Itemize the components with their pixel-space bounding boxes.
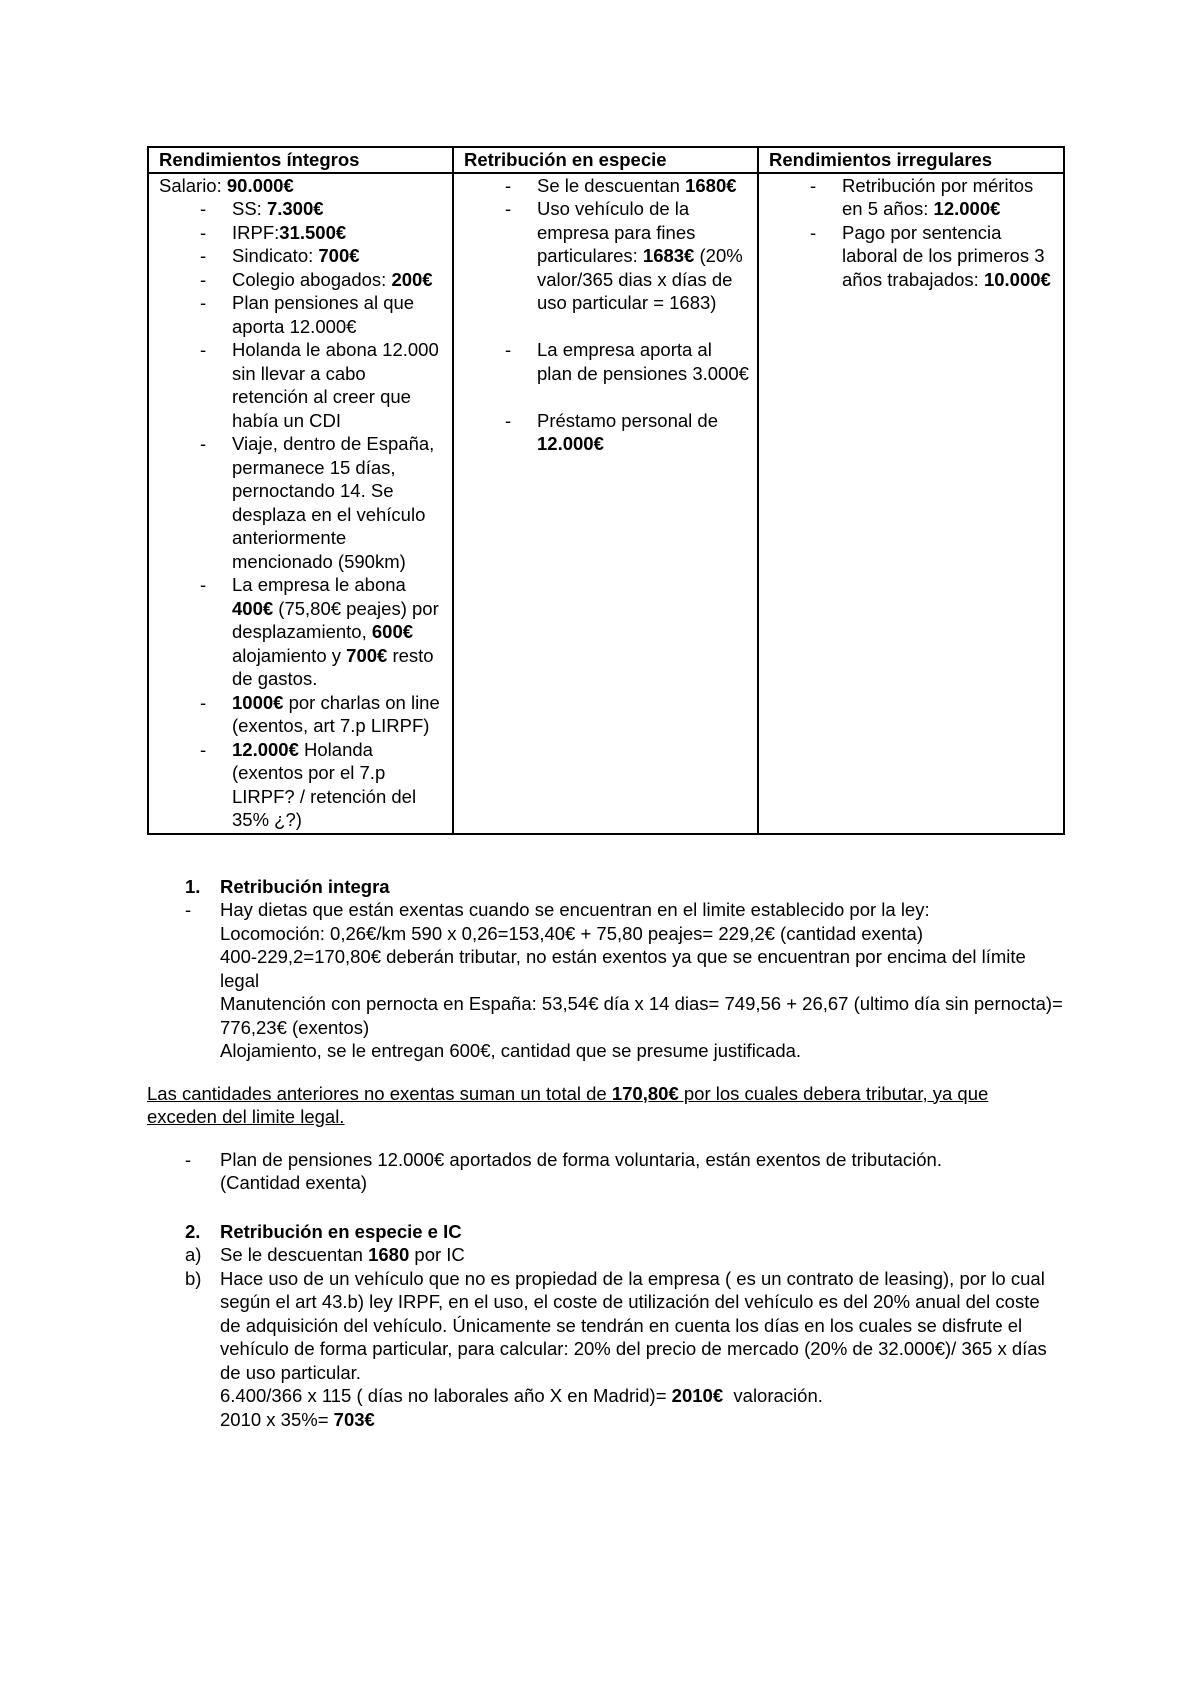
col3-list — [769, 174, 1057, 292]
list-item: - IRPF:31.500€ — [159, 221, 446, 245]
table-header-row — [148, 147, 1064, 173]
list-item: - Sindicato: 700€ — [159, 244, 446, 268]
section1-heading — [147, 875, 1063, 899]
list-item: - 12.000€ Holanda (exentos por el 7.p LIRPF? / retención del 35% ¿?) — [159, 738, 446, 832]
list-item: - Se le descuentan 1680€ — [464, 174, 751, 198]
col2-list — [464, 174, 751, 456]
spacer — [464, 385, 751, 409]
section1-bullet — [147, 898, 1063, 1063]
section-retribucion-especie — [147, 1220, 1063, 1432]
section1-line: 400-229,2=170,80€ deberán tributar, no están exentos ya que se encuentran por encima del límite legal — [220, 946, 1026, 991]
calc-line: 2010 x 35%= 703€ — [220, 1408, 375, 1430]
income-table — [147, 146, 1065, 835]
table-body-row — [148, 173, 1064, 834]
spacer — [464, 315, 751, 339]
section2-item-b: b) Hace uso de un vehículo que no es propiedad de la empresa ( es un contrato de leasing), por lo cual según el art 43.b) ley IRPF, en el uso, el coste de utilización del vehículo es del 20% anual del coste de adquisición del vehículo. Únicamente se tendrán en cuenta los días en los cuales se disfrute el vehículo de forma particular, para calcular: 20% del precio de mercado (20% de 32.000€)/ 365 x días de uso particular. 6.400/366 x 115 ( días no laborales año X en Madrid)= 2010€ valoración. 2010 x 35%= 703€ — [147, 1267, 1063, 1432]
section1-line: Alojamiento, se le entregan 600€, cantidad que se presume justificada. — [220, 1040, 802, 1061]
list-item: - La empresa le abona 400€ (75,80€ peajes) por desplazamiento, 600€ alojamiento y 700€ resto de gastos. — [159, 573, 446, 691]
list-item: - Colegio abogados: 200€ — [159, 268, 446, 292]
section2-item-a: a) Se le descuentan 1680 por IC — [185, 1244, 465, 1265]
list-item: - Pago por sentencia laboral de los primeros 3 años trabajados: 10.000€ — [769, 221, 1057, 292]
list-item: - Uso vehículo de la empresa para fines particulares: 1683€ (20% valor/365 dias x días de uso particular = 1683) — [464, 197, 751, 315]
list-item: - Préstamo personal de 12.000€ — [464, 409, 751, 456]
list-item: - La empresa aporta al plan de pensiones 3.000€ — [464, 338, 751, 385]
document-page — [147, 146, 1063, 1431]
list-item: - 1000€ por charlas on line (exentos, art 7.p LIRPF) — [159, 691, 446, 738]
header-retribucion-especie: Retribución en especie — [453, 147, 758, 173]
salario-line: Salario: 90.000€ — [159, 174, 294, 196]
col-rendimientos-irregulares — [758, 173, 1064, 834]
plan-line: (Cantidad exenta) — [220, 1172, 368, 1193]
list-item: - SS: 7.300€ — [159, 197, 446, 221]
section2-title: Retribución en especie e IC — [220, 1220, 462, 1242]
header-rendimientos-integros: Rendimientos íntegros — [148, 147, 453, 173]
col1-list — [159, 197, 446, 832]
section1-line: Locomoción: 0,26€/km 590 x 0,26=153,40€ + 75,80 peajes= 229,2€ (cantidad exenta) — [220, 922, 923, 944]
section2-heading — [147, 1220, 1063, 1244]
list-item: - Viaje, dentro de España, permanece 15 días, pernoctando 14. Se desplaza en el vehículo anteriormente mencionado (590km) — [159, 432, 446, 573]
header-rendimientos-irregulares: Rendimientos irregulares — [758, 147, 1064, 173]
list-item: - Plan pensiones al que aporta 12.000€ — [159, 291, 446, 338]
list-item: - Holanda le abona 12.000 sin llevar a cabo retención al creer que había un CDI — [159, 338, 446, 432]
bullet-mark: - — [185, 1148, 192, 1170]
section1-line: Manutención con pernocta en España: 53,54€ día x 14 dias= 749,56 + 26,67 (ultimo día sin pernocta)= 776,23€ (exentos) — [220, 993, 1063, 1038]
plan-line: Plan de pensiones 12.000€ aportados de forma voluntaria, están exentos de tributación. — [220, 1148, 942, 1170]
col-rendimientos-integros — [148, 173, 453, 834]
section1-summary: Las cantidades anteriores no exentas suman un total de 170,80€ por los cuales debera tributar, ya que exceden del limite legal. — [147, 1082, 989, 1127]
bullet-mark: - — [185, 899, 192, 920]
col-retribucion-especie — [453, 173, 758, 834]
calc-line: 6.400/366 x 115 ( días no laborales año X en Madrid)= 2010€ valoración. — [220, 1385, 823, 1406]
section1-line: Hay dietas que están exentas cuando se encuentran en el limite establecido por la ley: — [220, 899, 930, 920]
section2-number: 2. — [185, 1220, 201, 1242]
section-retribucion-integra — [147, 875, 1063, 1195]
section1-number: 1. — [185, 875, 201, 897]
section1-plan-bullet — [147, 1148, 1063, 1195]
section1-title: Retribución integra — [220, 875, 390, 897]
salario-value: 90.000€ — [226, 174, 294, 196]
list-item: - Retribución por méritos en 5 años: 12.000€ — [769, 174, 1057, 221]
